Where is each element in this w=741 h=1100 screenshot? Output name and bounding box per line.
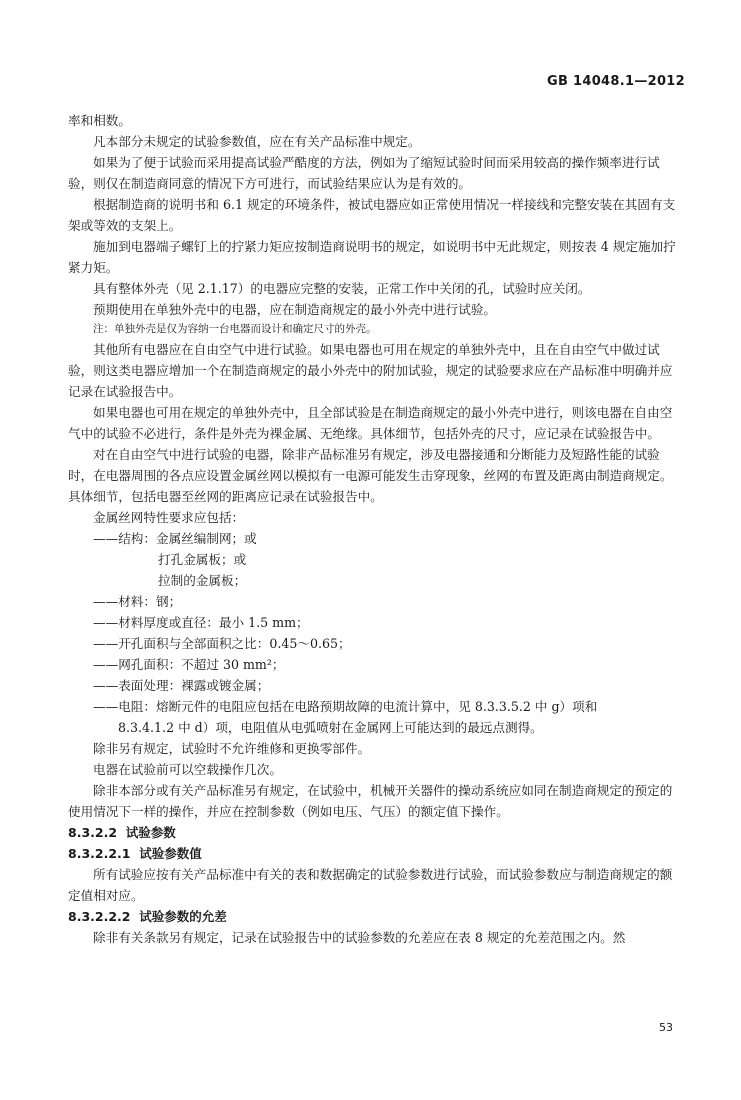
paragraph: 根据制造商的说明书和 6.1 规定的环境条件，被试电器应如正常使用情况一样接线和完整安装在其固有支架或等效的支架上。	[68, 197, 676, 233]
section-number: 8.3.2.2	[68, 825, 118, 840]
section-heading-8-3-2-2	[68, 822, 680, 843]
paragraph: 其他所有电器应在自由空气中进行试验。如果电器也可用在规定的单独外壳中，且在自由空气中做过试验，则这类电器应增加一个在制造商规定的最小外壳中的附加试验，规定的试验要求应在产品标准中明确并应记录在试验报告中。	[68, 342, 673, 399]
list-item: 拉制的金属板；	[158, 573, 247, 588]
section-number: 8.3.2.2.2	[68, 909, 131, 924]
note: 注：单独外壳是仅为容纳一台电器而设计和确定尺寸的外壳。	[93, 323, 377, 335]
paragraph: 施加到电器端子螺钉上的拧紧力矩应按制造商说明书的规定，如说明书中无此规定，则按表 4 规定施加拧紧力矩。	[68, 239, 676, 275]
page-content	[68, 110, 680, 948]
standard-code-header: GB 14048.1—2012	[547, 74, 685, 89]
paragraph: 除非另有规定，试验时不允许维修和更换零部件。	[93, 741, 371, 756]
list-item: 8.3.4.1.2 中 d）项，电阻值从电弧喷射在金属网上可能达到的最远点测得。	[118, 720, 543, 735]
list-item: ——材料：钢；	[93, 594, 182, 609]
page-number: 53	[659, 1021, 673, 1034]
paragraph: 预期使用在单独外壳中的电器，应在制造商规定的最小外壳中进行试验。	[93, 302, 496, 317]
paragraph: 对在自由空气中进行试验的电器，除非产品标准另有规定，涉及电器接通和分断能力及短路性能的试验时，在电器周围的各点应设置金属丝网以模拟有一电源可能发生击穿现象，丝网的布置及距离由制造商规定。具体细节，包括电器至丝网的距离应记录在试验报告中。	[68, 447, 673, 504]
list-item: 打孔金属板；或	[158, 552, 247, 567]
paragraph: 凡本部分未规定的试验参数值，应在有关产品标准中规定。	[93, 134, 421, 149]
list-item: ——电阻：熔断元件的电阻应包括在电路预期故障的电流计算中，见 8.3.3.5.2 中 g）项和	[93, 699, 598, 714]
list-item: ——网孔面积：不超过 30 mm²；	[93, 657, 285, 672]
paragraph: 除非本部分或有关产品标准另有规定，在试验中，机械开关器件的操动系统应如同在制造商规定的预定的使用情况下一样的操作，并应在控制参数（例如电压、气压）的额定值下操作。	[68, 783, 673, 819]
list-item: ——结构：金属丝编制网；或	[93, 531, 257, 546]
section-title: 试验参数的允差	[139, 909, 227, 924]
paragraph: 电器在试验前可以空载操作几次。	[93, 762, 282, 777]
paragraph: 金属丝网特性要求应包括：	[93, 510, 245, 525]
section-heading-8-3-2-2-1	[68, 843, 680, 864]
section-heading-8-3-2-2-2	[68, 906, 680, 927]
list-item: ——开孔面积与全部面积之比：0.45～0.65；	[93, 636, 351, 651]
section-title: 试验参数	[125, 825, 176, 840]
section-title: 试验参数值	[139, 846, 202, 861]
section-number: 8.3.2.2.1	[68, 846, 131, 861]
paragraph: 除非有关条款另有规定，记录在试验报告中的试验参数的允差应在表 8 规定的允差范围之内。然	[93, 930, 626, 945]
list-item: ——材料厚度或直径：最小 1.5 mm；	[93, 615, 309, 630]
paragraph: 如果为了便于试验而采用提高试验严酷度的方法，例如为了缩短试验时间而采用较高的操作频率进行试验，则仅在制造商同意的情况下方可进行，而试验结果应认为是有效的。	[68, 155, 660, 191]
paragraph: 率和相数。	[68, 113, 131, 128]
list-item: ——表面处理：裸露或镀金属；	[93, 678, 270, 693]
paragraph: 具有整体外壳（见 2.1.17）的电器应完整的安装，正常工作中关闭的孔，试验时应关闭。	[93, 281, 591, 296]
paragraph: 所有试验应按有关产品标准中有关的表和数据确定的试验参数进行试验，而试验参数应与制造商规定的额定值相对应。	[68, 867, 673, 903]
paragraph: 如果电器也可用在规定的单独外壳中，且全部试验是在制造商规定的最小外壳中进行，则该电器在自由空气中的试验不必进行，条件是外壳为裸金属、无绝缘。具体细节，包括外壳的尺寸，应记录在试验报告中。	[68, 405, 673, 441]
